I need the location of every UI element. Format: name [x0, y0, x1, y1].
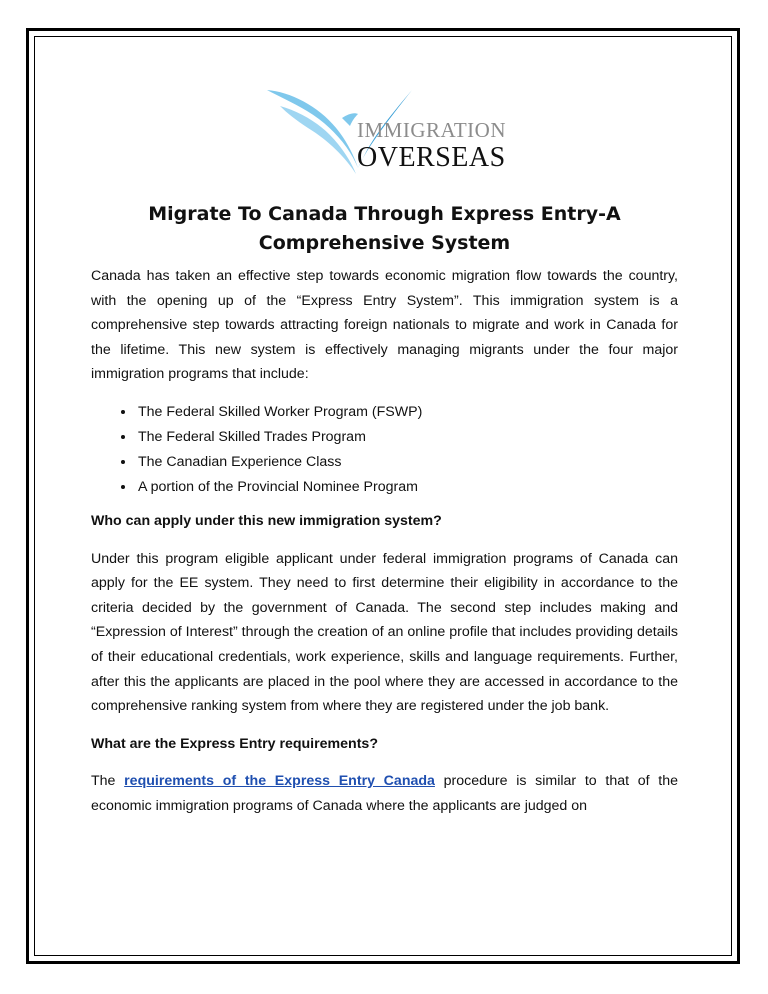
list-item: • The Canadian Experience Class: [136, 450, 678, 475]
express-entry-requirements-link[interactable]: requirements of the Express Entry Canada: [124, 773, 435, 790]
logo-text-immigration: IMMIGRATION: [357, 118, 506, 142]
eligibility-paragraph: Under this program eligible applicant under federal immigration programs of Canada can apply for the EE system. They need to first determine their eligibility in accordance to the criteria decided by the government of Canada. The second step includes making and “Expression of Interest” through the creation of an online profile that includes providing details of their educational credentials, work experience, skills and language requirements. Further, after this the applicants are placed in the pool where they are accessed in accordance to the comprehensive ranking system from where they are registered under the job bank.: [91, 550, 678, 715]
company-logo: [262, 78, 512, 188]
list-item: • A portion of the Provincial Nominee Program: [136, 475, 678, 500]
document-body: [91, 200, 678, 832]
list-item: • The Federal Skilled Trades Program: [136, 425, 678, 450]
program-list: [91, 400, 678, 500]
page-title: Migrate To Canada Through Express Entry-A Comprehensive System: [148, 203, 621, 254]
requirements-text-before: The: [91, 773, 125, 790]
logo-text-overseas: OVERSEAS: [357, 142, 506, 173]
section-heading-requirements: What are the Express Entry requirements?: [91, 735, 378, 752]
requirements-text-after: procedure is similar to that of the economic immigration programs of Canada where the applicants are judged on: [91, 773, 678, 814]
requirements-paragraph: [91, 769, 678, 818]
list-item: • The Federal Skilled Worker Program (FSWP): [136, 400, 678, 425]
section-heading-who-can-apply: Who can apply under this new immigration system?: [91, 512, 442, 529]
intro-paragraph: Canada has taken an effective step towards economic migration flow towards the country, with the opening up of the “Express Entry System”. This immigration system is a comprehensive step towards attracting foreign nationals to migrate and work in Canada for the lifetime. This new system is effectively managing migrants under the four major immigration programs that include:: [91, 268, 678, 383]
